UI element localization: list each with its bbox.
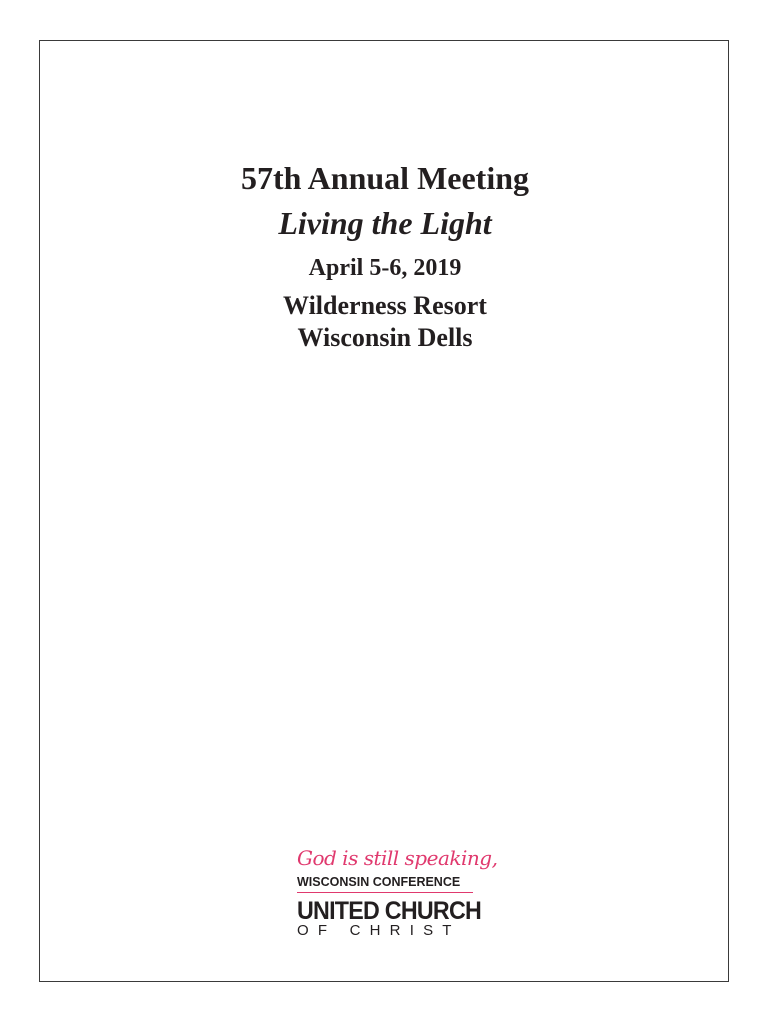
cover-title-block xyxy=(0,156,770,354)
meeting-venue: Wilderness Resort xyxy=(283,291,487,320)
meeting-location: Wisconsin Dells xyxy=(297,323,473,352)
meeting-theme: Living the Light xyxy=(278,205,492,241)
meeting-dates: April 5-6, 2019 xyxy=(308,255,462,281)
logo-tagline: God is still speaking, xyxy=(297,846,498,870)
logo-conference-name: WISCONSIN CONFERENCE xyxy=(297,875,473,893)
logo-church-subtitle: OF CHRIST xyxy=(297,922,461,939)
ucc-logo xyxy=(297,843,498,939)
logo-church-name: UNITED CHURCH xyxy=(297,897,482,925)
meeting-title: 57th Annual Meeting xyxy=(240,160,530,196)
